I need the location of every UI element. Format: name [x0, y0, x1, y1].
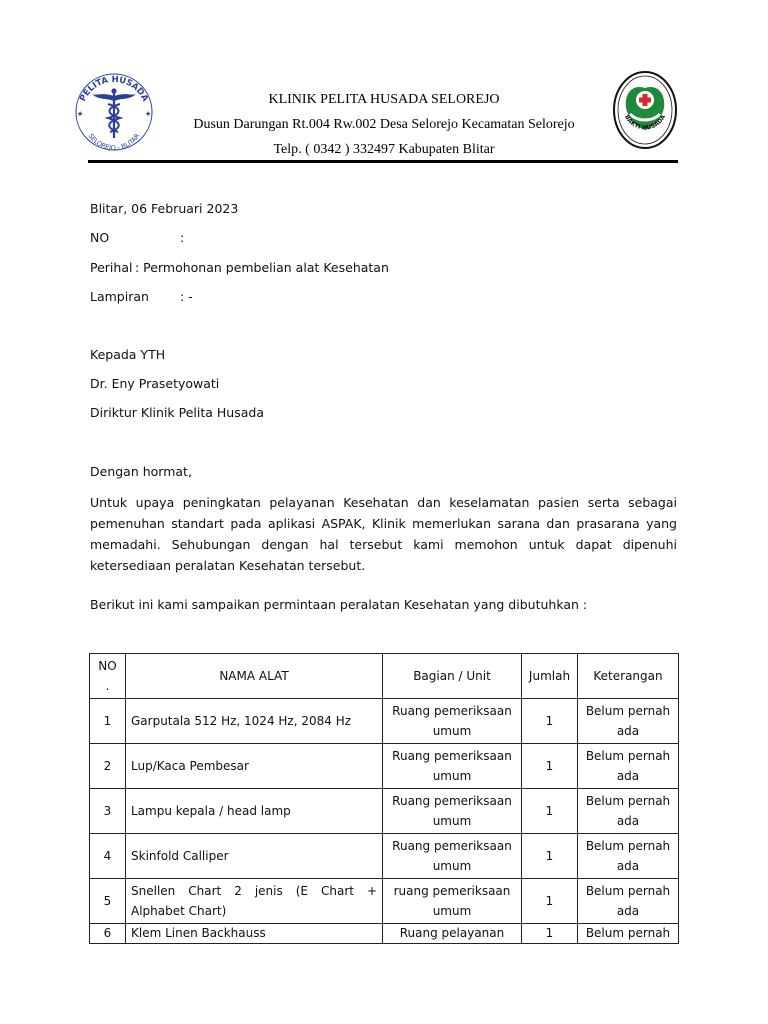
table-row: [90, 924, 679, 944]
cell-nama-alat: Snellen Chart 2 jenis (E Chart + Alphabet Chart): [126, 879, 383, 924]
no-value: :: [180, 230, 185, 245]
cell-no: 6: [90, 924, 126, 944]
table-row: [90, 699, 679, 744]
cell-jumlah: 1: [522, 699, 578, 744]
lampiran-label: Lampiran: [90, 289, 149, 304]
header-no: NO .: [90, 654, 126, 699]
svg-text:★: ★: [77, 110, 84, 118]
table-row: [90, 789, 679, 834]
cell-keterangan: Belum pernah ada: [578, 789, 679, 834]
cell-jumlah: 1: [522, 834, 578, 879]
cell-bagian-unit: Ruang pemeriksaan umum: [383, 789, 522, 834]
clinic-phone: Telp. ( 0342 ) 332497 Kabupaten Blitar: [273, 142, 495, 157]
table-intro: Berikut ini kami sampaikan permintaan peralatan Kesehatan yang dibutuhkan :: [90, 597, 588, 612]
bakti-husada-logo: [612, 70, 678, 152]
logo-left-top-text: PELITA HUSADA: [77, 74, 150, 104]
body-paragraph: Untuk upaya peningkatan pelayanan Kesehatan dan keselamatan pasien serta sebagai pemenuhan standart pada aplikasi ASPAK, Klinik memerlukan sarana dan prasarana yang memadahi. Sehubungan dengan hal tersebut kami memohon untuk dapat dipenuhi ketersediaan peralatan Kesehatan tersebut.: [90, 495, 677, 573]
cell-keterangan: Belum pernah ada: [578, 744, 679, 789]
greeting: Dengan hormat,: [90, 464, 192, 479]
cell-nama-alat: Lampu kepala / head lamp: [126, 789, 383, 834]
cell-keterangan: Belum pernah ada: [578, 834, 679, 879]
cell-no: 1: [90, 699, 126, 744]
logo-left-bottom-text: SELOREJO - BLITAR: [86, 132, 142, 153]
perihal-value: : Permohonan pembelian alat Kesehatan: [135, 260, 389, 275]
cell-keterangan: Belum pernah: [578, 924, 679, 944]
letterhead-divider: [88, 160, 678, 163]
cell-no: 4: [90, 834, 126, 879]
cell-keterangan: Belum pernah ada: [578, 699, 679, 744]
table-row: [90, 744, 679, 789]
clinic-address: Dusun Darungan Rt.004 Rw.002 Desa Selorejo Kecamatan Selorejo: [193, 117, 575, 132]
cell-bagian-unit: Ruang pemeriksaan umum: [383, 744, 522, 789]
svg-text:★: ★: [145, 110, 152, 118]
clinic-name: KLINIK PELITA HUSADA SELOREJO: [268, 92, 500, 107]
cell-nama-alat: Klem Linen Backhauss: [126, 924, 383, 944]
cell-bagian-unit: ruang pemeriksaan umum: [383, 879, 522, 924]
logo-right-text: BAKTI HUSADA: [622, 113, 668, 132]
table-row: [90, 879, 679, 924]
cell-nama-alat: Lup/Kaca Pembesar: [126, 744, 383, 789]
cell-no: 5: [90, 879, 126, 924]
cell-keterangan: Belum pernah ada: [578, 879, 679, 924]
cell-jumlah: 1: [522, 879, 578, 924]
header-nama-alat: NAMA ALAT: [126, 654, 383, 699]
recipient-line-2: Dr. Eny Prasetyowati: [90, 376, 220, 391]
header-keterangan: Keterangan: [578, 654, 679, 699]
cell-jumlah: 1: [522, 744, 578, 789]
letter-date: Blitar, 06 Februari 2023: [90, 201, 239, 216]
cell-nama-alat: Garputala 512 Hz, 1024 Hz, 2084 Hz: [126, 699, 383, 744]
perihal-label: Perihal: [90, 260, 133, 275]
cell-bagian-unit: Ruang pemeriksaan umum: [383, 699, 522, 744]
cell-jumlah: 1: [522, 789, 578, 834]
cell-nama-alat: Skinfold Calliper: [126, 834, 383, 879]
table-header-row: [90, 654, 679, 699]
cell-bagian-unit: Ruang pelayanan: [383, 924, 522, 944]
cell-jumlah: 1: [522, 924, 578, 944]
lampiran-value: : -: [180, 289, 193, 304]
table-row: [90, 834, 679, 879]
header-bagian-unit: Bagian / Unit: [383, 654, 522, 699]
cell-no: 3: [90, 789, 126, 834]
cell-bagian-unit: Ruang pemeriksaan umum: [383, 834, 522, 879]
cell-no: 2: [90, 744, 126, 789]
header-jumlah: Jumlah: [522, 654, 578, 699]
equipment-table: [89, 653, 679, 944]
recipient-line-3: Diriktur Klinik Pelita Husada: [90, 405, 264, 420]
no-label: NO: [90, 230, 110, 245]
recipient-line-1: Kepada YTH: [90, 347, 166, 362]
